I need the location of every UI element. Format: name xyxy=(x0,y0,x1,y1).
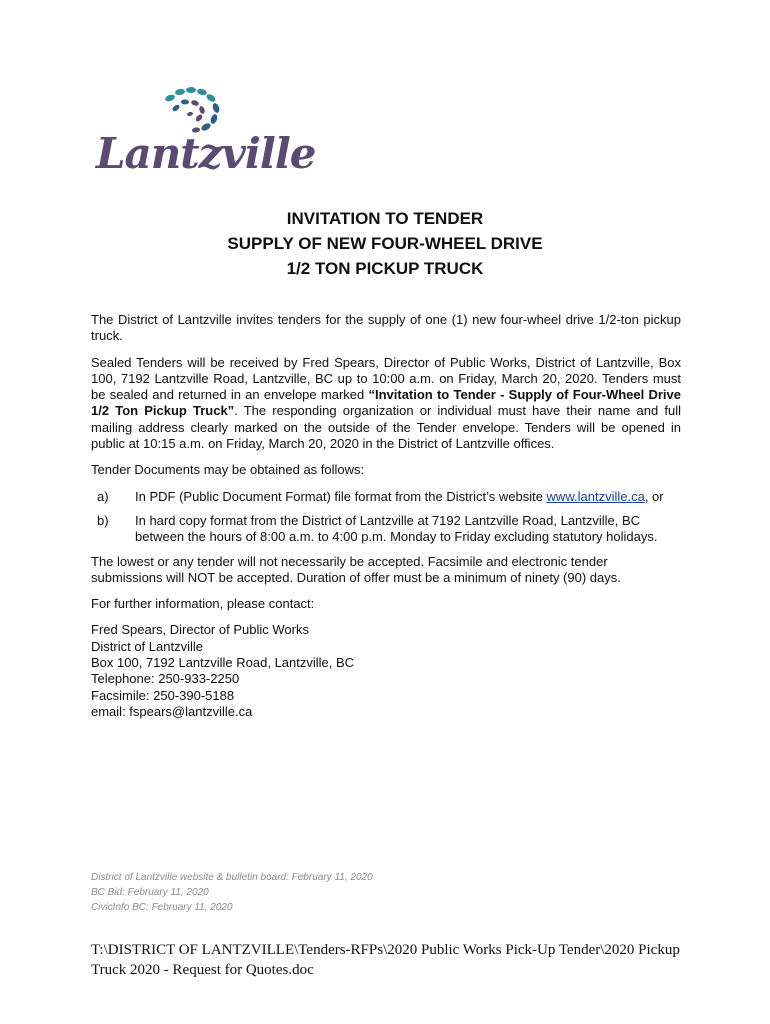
list-text-a xyxy=(135,489,681,505)
acceptance-paragraph: The lowest or any tender will not necessarily be accepted. Facsimile and electronic tender submissions will NOT be accepted. Duration of offer must be a minimum of ninety (90) days. xyxy=(91,553,621,585)
title-line-3: 1/2 TON PICKUP TRUCK xyxy=(286,259,484,278)
documents-list xyxy=(91,489,681,546)
website-link[interactable]: www.lantzville.ca xyxy=(546,488,645,504)
pdf-option-text: In PDF (Public Document Format) file format from the District’s website xyxy=(135,488,547,504)
sealed-text-2: . The responding organization or individual must have their name and full mailing address clearly marked on the outside of the Tender envelope. Tenders will be opened in public at 10:15 a.m. on Friday, March 20, 2020 in the District of Lantzville offices. xyxy=(91,403,681,452)
documents-intro: Tender Documents may be obtained as follows: xyxy=(91,462,365,478)
document-title xyxy=(0,206,770,281)
sealed-tenders-paragraph xyxy=(91,355,681,453)
pdf-option-suffix: , or xyxy=(644,488,664,504)
list-marker-b: b) xyxy=(97,512,109,528)
posting-notes xyxy=(91,870,373,915)
sealed-text-1: Sealed Tenders will be received by Fred Spears, Director of Public Works, District of Lantzville, Box 100, 7192 Lantzville Road, Lantzville, BC up to 10:00 a.m. on Friday, March 20, 2020. Tenders must be sealed and returned in an envelope marked xyxy=(91,354,681,403)
file-path-footer: T:\DISTRICT OF LANTZVILLE\Tenders-RFPs\2020 Public Works Pick-Up Tender\2020 Pickup Truck 2020 - Request for Quotes.doc xyxy=(91,942,680,978)
note-line-2: BC Bid: February 11, 2020 xyxy=(91,887,209,898)
list-text-b: In hard copy format from the District of Lantzville at 7192 Lantzville Road, Lantzville, BC between the hours of 8:00 a.m. to 4:00 p.m. Monday to Friday excluding statutory holidays. xyxy=(135,512,658,545)
title-line-2: SUPPLY OF NEW FOUR-WHEEL DRIVE xyxy=(227,234,543,253)
list-marker-a: a) xyxy=(97,488,109,504)
contact-address: Box 100, 7192 Lantzville Road, Lantzville, BC xyxy=(91,655,355,671)
contact-org: District of Lantzville xyxy=(91,638,203,654)
document-body xyxy=(91,312,681,720)
contact-block xyxy=(91,622,681,720)
lantzville-logo xyxy=(96,86,316,190)
envelope-marking: “Invitation to Tender - Supply of Four-Wheel Drive 1/2 Ton Pickup Truck” xyxy=(91,387,681,419)
note-line-3: CivicInfo BC: February 11, 2020 xyxy=(91,902,233,913)
contact-facsimile: Facsimile: 250-390-5188 xyxy=(91,687,235,703)
contact-email: email: fspears@lantzville.ca xyxy=(91,703,253,719)
contact-telephone: Telephone: 250-933-2250 xyxy=(91,671,240,687)
note-line-1: District of Lantzville website & bulletin board: February 11, 2020 xyxy=(91,872,373,883)
intro-paragraph: The District of Lantzville invites tenders for the supply of one (1) new four-wheel drive 1/2-ton pickup truck. xyxy=(91,312,681,344)
list-item xyxy=(91,513,681,546)
title-line-1: INVITATION TO TENDER xyxy=(286,209,484,228)
contact-name: Fred Spears, Director of Public Works xyxy=(91,622,309,638)
list-item xyxy=(91,489,681,505)
further-info: For further information, please contact: xyxy=(91,596,315,612)
logo-wordmark: Lantzville xyxy=(96,129,316,178)
